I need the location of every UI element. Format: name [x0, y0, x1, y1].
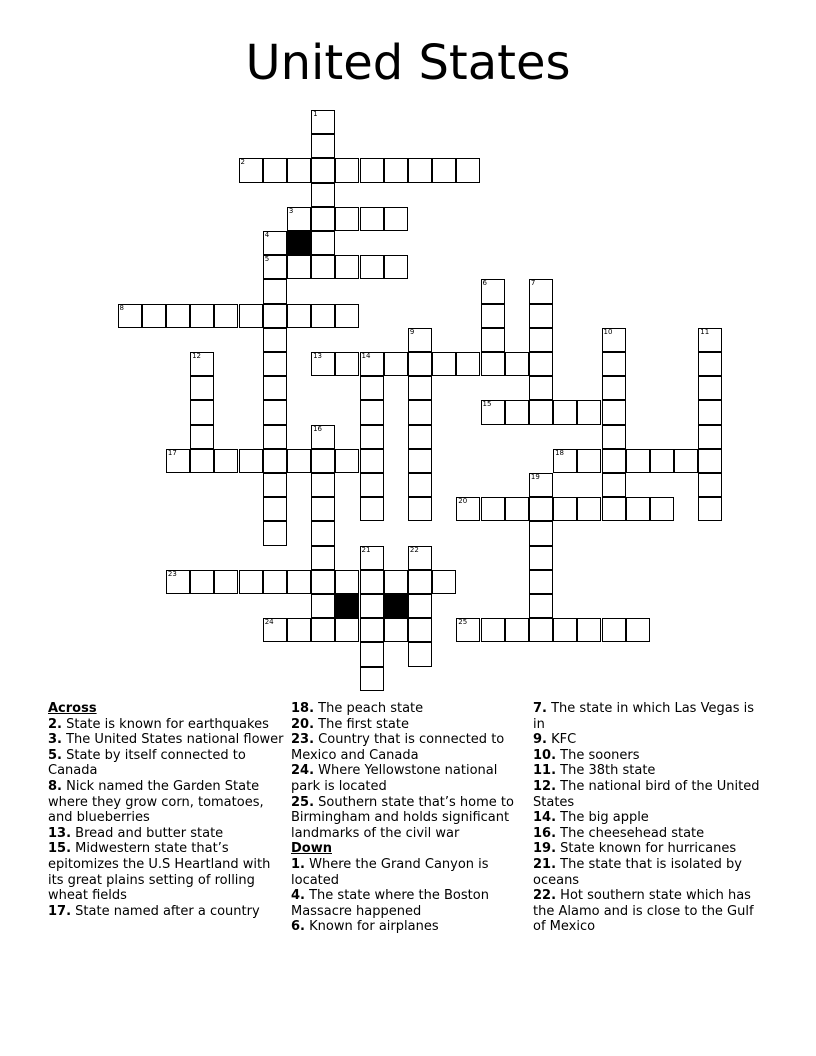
grid-cell[interactable] [456, 352, 480, 376]
grid-cell[interactable] [456, 158, 480, 182]
clue-number: 20 [458, 497, 468, 506]
clue-number: 6 [482, 279, 487, 288]
grid-cell[interactable] [408, 449, 432, 473]
grid-cell[interactable] [360, 158, 384, 182]
grid-cell[interactable] [698, 328, 722, 352]
grid-cell[interactable] [263, 521, 287, 545]
grid-cell[interactable] [384, 570, 408, 594]
clue-item [48, 826, 284, 842]
grid-cell[interactable] [263, 231, 287, 255]
grid-cell[interactable] [674, 449, 698, 473]
grid-cell[interactable] [577, 400, 601, 424]
clue-text: Where Yellowstone national park is located [291, 763, 498, 794]
clue-text: Country that is connected to Mexico and Canada [291, 732, 505, 763]
grid-cell[interactable] [481, 352, 505, 376]
grid-cell[interactable] [360, 400, 384, 424]
grid-cell[interactable] [335, 570, 359, 594]
grid-cell[interactable] [263, 400, 287, 424]
clue-text: The cheesehead state [556, 825, 705, 841]
grid-cell[interactable] [311, 158, 335, 182]
grid-cell[interactable] [408, 570, 432, 594]
clue-number: 19 [530, 473, 540, 481]
clue-item [533, 701, 769, 732]
grid-cell[interactable] [311, 255, 335, 279]
clue-item [533, 857, 769, 888]
grid-cell[interactable] [360, 255, 384, 279]
grid-cell[interactable] [553, 449, 577, 473]
clue-item [48, 748, 284, 779]
clue-text: The first state [314, 716, 409, 732]
clue-column-3 [533, 701, 769, 935]
across-header: Across [48, 701, 97, 716]
clue-text: Hot southern state which has the Alamo and is close to the Gulf of Mexico [533, 888, 754, 935]
clue-item [533, 732, 769, 748]
clue-number-label: 2. [48, 716, 62, 732]
grid-cell[interactable] [408, 473, 432, 497]
grid-cell[interactable] [602, 425, 626, 449]
grid-cell[interactable] [481, 400, 505, 424]
clue-text: The state in which Las Vegas is in [533, 701, 754, 732]
clue-number: 18 [555, 448, 565, 457]
grid-cell[interactable] [408, 546, 432, 570]
grid-cell[interactable] [481, 497, 505, 521]
clue-item [533, 888, 769, 935]
grid-cell[interactable] [360, 570, 384, 594]
clue-text: The 38th state [556, 763, 656, 779]
grid-cell[interactable] [505, 618, 529, 642]
clue-number: 11 [700, 327, 710, 336]
grid-cell[interactable] [529, 594, 553, 618]
clue-number: 22 [409, 545, 419, 554]
grid-cell[interactable] [263, 352, 287, 376]
clue-number-label: 13. [48, 825, 72, 841]
grid-cell[interactable] [311, 497, 335, 521]
grid-cell[interactable] [408, 352, 432, 376]
clue-number-label: 3. [48, 732, 62, 748]
clue-number-label: 5. [48, 747, 62, 763]
clue-number-label: 19. [533, 841, 557, 857]
grid-cell[interactable] [311, 110, 335, 134]
grid-cell[interactable] [602, 618, 626, 642]
grid-cell[interactable] [698, 376, 722, 400]
grid-cell[interactable] [529, 279, 553, 303]
grid-cell[interactable] [432, 570, 456, 594]
grid-cell[interactable] [626, 618, 650, 642]
clue-number: 16 [313, 424, 323, 433]
grid-cell[interactable] [311, 304, 335, 328]
clue-text: Nick named the Garden State where they grow corn, tomatoes, and blueberries [48, 778, 264, 826]
grid-cell[interactable] [335, 618, 359, 642]
grid-cell[interactable] [166, 304, 190, 328]
grid-cell[interactable] [311, 183, 335, 207]
grid-cell[interactable] [311, 449, 335, 473]
puzzle-title: United States [245, 35, 571, 91]
clue-item [291, 732, 527, 763]
grid-cell[interactable] [311, 618, 335, 642]
clue-number: 7 [530, 279, 536, 288]
clue-number: 17 [167, 448, 177, 457]
clue-item [533, 826, 769, 842]
grid-cell[interactable] [481, 618, 505, 642]
grid-cell[interactable] [698, 400, 722, 424]
grid-cell[interactable] [214, 570, 238, 594]
grid-cell[interactable] [456, 618, 480, 642]
grid-cell[interactable] [481, 279, 505, 303]
grid-cell[interactable] [384, 352, 408, 376]
grid-cell[interactable] [263, 279, 287, 303]
clue-number-label: 12. [533, 778, 557, 794]
grid-cell[interactable] [360, 425, 384, 449]
clue-item [291, 717, 527, 733]
clue-number-label: 20. [291, 716, 315, 732]
clue-item [291, 919, 527, 935]
clue-number-label: 4. [291, 888, 305, 904]
grid-cell[interactable] [602, 449, 626, 473]
clue-text: The sooners [556, 747, 640, 763]
grid-cell[interactable] [384, 255, 408, 279]
grid-cell[interactable] [335, 304, 359, 328]
grid-cell[interactable] [505, 352, 529, 376]
clue-number: 9 [409, 327, 415, 336]
grid-cell[interactable] [529, 618, 553, 642]
grid-cell[interactable] [577, 497, 601, 521]
grid-cell[interactable] [602, 352, 626, 376]
clue-text: KFC [546, 732, 577, 748]
clue-number-label: 25. [291, 794, 315, 810]
grid-cell[interactable] [263, 304, 287, 328]
clue-column-1 [48, 701, 284, 919]
grid-cell[interactable] [529, 400, 553, 424]
grid-cell[interactable] [360, 473, 384, 497]
grid-cell[interactable] [408, 618, 432, 642]
clue-text: State by itself connected to Canada [48, 747, 246, 779]
clue-item [48, 841, 284, 903]
clue-number: 24 [264, 618, 274, 627]
clue-number: 4 [264, 231, 270, 239]
grid-cell[interactable] [311, 521, 335, 545]
clue-item [291, 795, 527, 842]
grid-cell[interactable] [263, 255, 287, 279]
grid-cell[interactable] [529, 352, 553, 376]
clue-text: The state that is isolated by oceans [533, 856, 742, 888]
grid-cell[interactable] [529, 546, 553, 570]
clue-number-label: 11. [533, 763, 557, 779]
grid-cell[interactable] [311, 231, 335, 255]
grid-cell[interactable] [360, 642, 384, 666]
grid-cell[interactable] [239, 449, 263, 473]
grid-cell[interactable] [335, 352, 359, 376]
down-header: Down [291, 841, 332, 857]
grid-cell[interactable] [529, 328, 553, 352]
grid-cell[interactable] [408, 328, 432, 352]
grid-cell[interactable] [650, 497, 674, 521]
clue-item [291, 888, 527, 919]
grid-cell[interactable] [360, 667, 384, 691]
clue-number: 25 [458, 618, 468, 627]
grid-cell[interactable] [481, 328, 505, 352]
grid-cell[interactable] [529, 497, 553, 521]
grid-cell[interactable] [602, 328, 626, 352]
grid-cell[interactable] [408, 594, 432, 618]
grid-cell[interactable] [263, 158, 287, 182]
grid-cell[interactable] [360, 594, 384, 618]
grid-cell[interactable] [190, 304, 214, 328]
grid-cell[interactable] [166, 570, 190, 594]
grid-cell[interactable] [239, 304, 263, 328]
grid-cell[interactable] [287, 449, 311, 473]
clue-number: 13 [313, 352, 323, 360]
clue-number-label: 21. [533, 856, 557, 872]
clue-number: 15 [482, 400, 492, 409]
clue-number: 2 [240, 158, 245, 167]
grid-cell[interactable] [263, 497, 287, 521]
grid-cell[interactable] [602, 473, 626, 497]
grid-cell[interactable] [190, 449, 214, 473]
clue-number: 23 [167, 569, 177, 578]
clue-number-label: 22. [533, 888, 557, 904]
grid-cell[interactable] [602, 400, 626, 424]
grid-cell[interactable] [190, 376, 214, 400]
grid-cell[interactable] [602, 376, 626, 400]
clue-text: The big apple [556, 810, 649, 826]
grid-cell[interactable] [263, 328, 287, 352]
grid-block [287, 231, 311, 255]
clue-number: 12 [192, 352, 202, 360]
clue-text: The national bird of the United States [533, 778, 760, 810]
grid-cell[interactable] [311, 425, 335, 449]
clue-item [533, 779, 769, 810]
grid-cell[interactable] [602, 497, 626, 521]
grid-cell[interactable] [263, 570, 287, 594]
grid-cell[interactable] [263, 473, 287, 497]
grid-cell[interactable] [626, 449, 650, 473]
grid-cell[interactable] [263, 449, 287, 473]
grid-cell[interactable] [311, 207, 335, 231]
clue-text: Midwestern state that’s epitomizes the U.S Heartland with its great plains setting of rolling wheat fields [48, 841, 271, 904]
grid-block [335, 594, 359, 618]
clue-number-label: 1. [291, 856, 305, 872]
grid-cell[interactable] [360, 497, 384, 521]
clue-number-label: 14. [533, 810, 557, 826]
grid-cell[interactable] [360, 376, 384, 400]
grid-cell[interactable] [287, 304, 311, 328]
clue-item [533, 763, 769, 779]
clue-number: 5 [264, 255, 270, 264]
clue-number-label: 6. [291, 919, 305, 935]
grid-cell[interactable] [577, 449, 601, 473]
grid-cell[interactable] [360, 207, 384, 231]
grid-cell[interactable] [698, 497, 722, 521]
grid-cell[interactable] [529, 570, 553, 594]
clue-text: State named after a country [71, 903, 260, 919]
grid-cell[interactable] [432, 158, 456, 182]
grid-cell[interactable] [698, 473, 722, 497]
grid-cell[interactable] [529, 521, 553, 545]
grid-cell[interactable] [577, 618, 601, 642]
grid-cell[interactable] [553, 618, 577, 642]
clue-number-label: 8. [48, 778, 62, 794]
clue-number-label: 15. [48, 841, 72, 857]
grid-cell[interactable] [335, 449, 359, 473]
clue-number: 3 [288, 206, 294, 215]
clue-number-label: 16. [533, 825, 557, 841]
grid-cell[interactable] [360, 618, 384, 642]
clue-number-label: 7. [533, 701, 547, 716]
clue-text: State known for hurricanes [556, 841, 737, 857]
grid-cell[interactable] [190, 425, 214, 449]
clue-item [48, 904, 284, 920]
grid-cell[interactable] [384, 618, 408, 642]
grid-cell[interactable] [287, 618, 311, 642]
grid-cell[interactable] [214, 304, 238, 328]
grid-cell[interactable] [505, 400, 529, 424]
grid-cell[interactable] [553, 497, 577, 521]
clue-text: Known for airplanes [304, 919, 439, 935]
grid-cell[interactable] [287, 255, 311, 279]
clue-text: The state where the Boston Massacre happened [291, 888, 489, 919]
clue-number: 21 [361, 545, 371, 554]
grid-cell[interactable] [311, 473, 335, 497]
grid-cell[interactable] [408, 642, 432, 666]
grid-cell[interactable] [190, 400, 214, 424]
clue-number: 10 [603, 327, 613, 336]
grid-cell[interactable] [287, 207, 311, 231]
grid-cell[interactable] [311, 134, 335, 158]
clue-text: State is known for earthquakes [61, 716, 269, 732]
grid-cell[interactable] [698, 449, 722, 473]
grid-cell[interactable] [408, 400, 432, 424]
clue-item [533, 748, 769, 764]
clue-number-label: 9. [533, 732, 547, 748]
clue-item [291, 857, 527, 888]
clue-number: 14 [361, 352, 371, 360]
grid-cell[interactable] [311, 570, 335, 594]
grid-cell[interactable] [481, 304, 505, 328]
grid-block [384, 594, 408, 618]
clue-item [48, 779, 284, 826]
grid-cell[interactable] [311, 594, 335, 618]
clue-number-label: 24. [291, 763, 315, 779]
grid-cell[interactable] [529, 304, 553, 328]
grid-cell[interactable] [384, 207, 408, 231]
clue-text: Where the Grand Canyon is located [291, 856, 489, 888]
clue-number: 8 [119, 303, 124, 312]
clue-number: 1 [313, 110, 318, 118]
clue-number-label: 23. [291, 732, 315, 748]
clue-item [291, 763, 527, 794]
grid-cell[interactable] [335, 158, 359, 182]
clue-item [291, 701, 527, 717]
clue-number-label: 17. [48, 903, 72, 919]
grid-cell[interactable] [142, 304, 166, 328]
grid-cell[interactable] [263, 618, 287, 642]
grid-cell[interactable] [505, 497, 529, 521]
grid-cell[interactable] [311, 546, 335, 570]
grid-cell[interactable] [529, 473, 553, 497]
grid-cell[interactable] [408, 425, 432, 449]
clue-item [48, 717, 284, 733]
grid-cell[interactable] [287, 570, 311, 594]
grid-cell[interactable] [698, 352, 722, 376]
grid-cell[interactable] [360, 352, 384, 376]
clue-text: Bread and butter state [71, 825, 224, 841]
grid-cell[interactable] [239, 570, 263, 594]
grid-cell[interactable] [432, 352, 456, 376]
grid-cell[interactable] [529, 376, 553, 400]
clue-column-2 [291, 701, 527, 935]
grid-cell[interactable] [311, 352, 335, 376]
grid-cell[interactable] [239, 158, 263, 182]
grid-cell[interactable] [650, 449, 674, 473]
grid-cell[interactable] [698, 425, 722, 449]
grid-cell[interactable] [553, 400, 577, 424]
grid-cell[interactable] [408, 158, 432, 182]
grid-cell[interactable] [190, 352, 214, 376]
grid-cell[interactable] [408, 376, 432, 400]
grid-cell[interactable] [360, 449, 384, 473]
grid-cell[interactable] [408, 497, 432, 521]
grid-cell[interactable] [214, 449, 238, 473]
clue-item [533, 810, 769, 826]
grid-cell[interactable] [166, 449, 190, 473]
clue-text: The United States national flower [61, 732, 284, 748]
grid-cell[interactable] [384, 158, 408, 182]
grid-cell[interactable] [335, 207, 359, 231]
grid-cell[interactable] [263, 425, 287, 449]
grid-cell[interactable] [287, 158, 311, 182]
grid-cell[interactable] [360, 546, 384, 570]
clue-item [533, 841, 769, 857]
grid-cell[interactable] [335, 255, 359, 279]
grid-cell[interactable] [263, 376, 287, 400]
clue-item [48, 732, 284, 748]
clue-text: The peach state [314, 701, 424, 716]
grid-cell[interactable] [456, 497, 480, 521]
clue-text: Southern state that’s home to Birmingham and holds significant landmarks of the civil war [291, 794, 514, 841]
clue-number-label: 10. [533, 747, 557, 763]
grid-cell[interactable] [190, 570, 214, 594]
grid-cell[interactable] [626, 497, 650, 521]
grid-cell[interactable] [118, 304, 142, 328]
clue-number-label: 18. [291, 701, 315, 716]
